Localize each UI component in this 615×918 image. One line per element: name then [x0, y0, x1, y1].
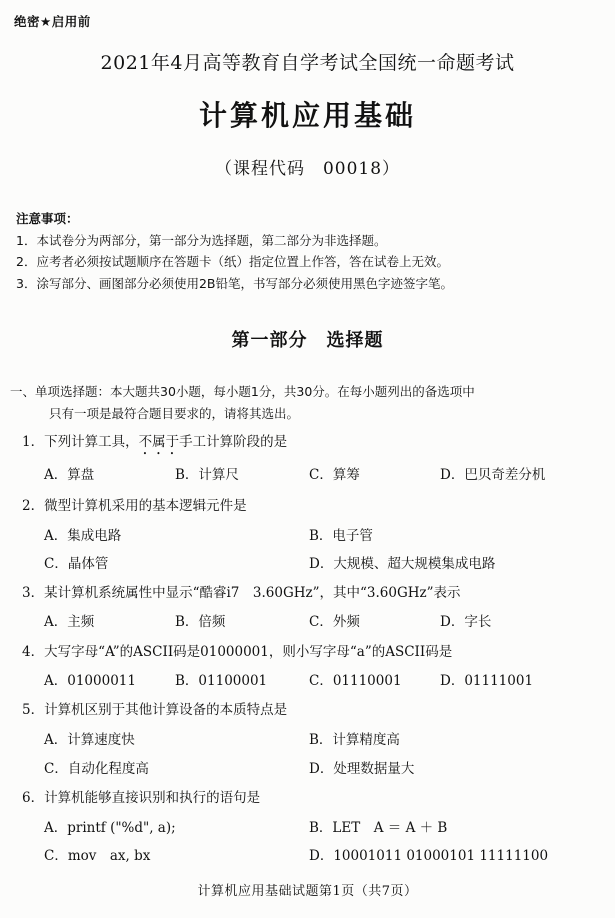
- option-d: D．巴贝奇差分机: [440, 467, 546, 483]
- notes-item: 1．本试卷分为两部分，第一部分为选择题，第二部分为非选择题。: [16, 232, 387, 248]
- stem-text: 手工计算阶段的是: [179, 434, 288, 450]
- option-b: B．电子管: [309, 528, 373, 544]
- option-d: D．处理数据量大: [309, 761, 415, 777]
- stem-text: 1．下列计算工具，: [22, 434, 139, 450]
- stem-emphasis: 不属于: [138, 434, 180, 450]
- question-stem: 5．计算机区别于其他计算设备的本质特点是: [22, 702, 288, 718]
- question-stem: 6．计算机能够直接识别和执行的语句是: [22, 790, 261, 806]
- subject-title: 计算机应用基础: [198, 99, 416, 132]
- notes-section: [16, 208, 606, 294]
- confidential-mark: 绝密★启用前: [14, 14, 91, 29]
- exam-title: 2021年4月高等教育自学考试全国统一命题考试: [100, 52, 515, 74]
- option-c: C．晶体管: [44, 556, 109, 572]
- option-a: A．算盘: [44, 467, 95, 483]
- option-d: D．大规模、超大规模集成电路: [309, 556, 496, 572]
- option-d: D．01111001: [440, 673, 534, 689]
- option-c: C．mov ax, bx: [44, 848, 151, 864]
- option-c: C．自动化程度高: [44, 761, 149, 777]
- option-c: C．算筹: [309, 467, 360, 483]
- page-footer: 计算机应用基础试题第1页（共7页）: [197, 884, 418, 899]
- option-d: D．字长: [440, 614, 492, 630]
- option-a: A．01000011: [44, 673, 136, 689]
- option-a: A．printf ("%d", a);: [44, 820, 176, 836]
- option-b: B．LET A ＝ A ＋ B: [309, 820, 448, 836]
- option-b: B．计算尺: [175, 467, 239, 483]
- instructions-line-1: 一、单项选择题：本大题共30小题，每小题1分，共30分。在每小题列出的备选项中: [10, 384, 475, 399]
- course-code: （课程代码 00018）: [214, 159, 401, 179]
- instructions-line-2: 只有一项是最符合题目要求的，请将其选出。: [49, 406, 300, 421]
- option-c: C．01110001: [309, 673, 402, 689]
- option-c: C．外频: [309, 614, 360, 630]
- notes-item: 2．应考者必须按试题顺序在答题卡（纸）指定位置上作答，答在试卷上无效。: [16, 254, 449, 269]
- question-stem: 2．微型计算机采用的基本逻辑元件是: [22, 498, 247, 514]
- question-stem: [22, 430, 287, 458]
- option-a: A．计算速度快: [44, 732, 135, 748]
- section-instructions: [10, 381, 600, 425]
- question-stem: 4．大写字母“A”的ASCII码是01000001，则小写字母“a”的ASCII码是: [22, 644, 453, 660]
- option-a: A．集成电路: [44, 528, 122, 544]
- option-a: A．主频: [44, 614, 95, 630]
- option-b: B．倍频: [175, 614, 226, 630]
- option-b: B．01100001: [175, 673, 268, 689]
- notes-title: 注意事项：: [16, 211, 79, 226]
- option-d: D．10001011 01000101 11111100: [309, 848, 549, 864]
- notes-item: 3．涂写部分、画图部分必须使用2B铅笔，书写部分必须使用黑色字迹签字笔。: [16, 275, 453, 291]
- option-b: B．计算精度高: [309, 732, 400, 748]
- question-stem: 3．某计算机系统属性中显示“酷睿i7 3.60GHz”，其中“3.60GHz”表示: [22, 585, 461, 601]
- part-heading: 第一部分 选择题: [231, 330, 384, 351]
